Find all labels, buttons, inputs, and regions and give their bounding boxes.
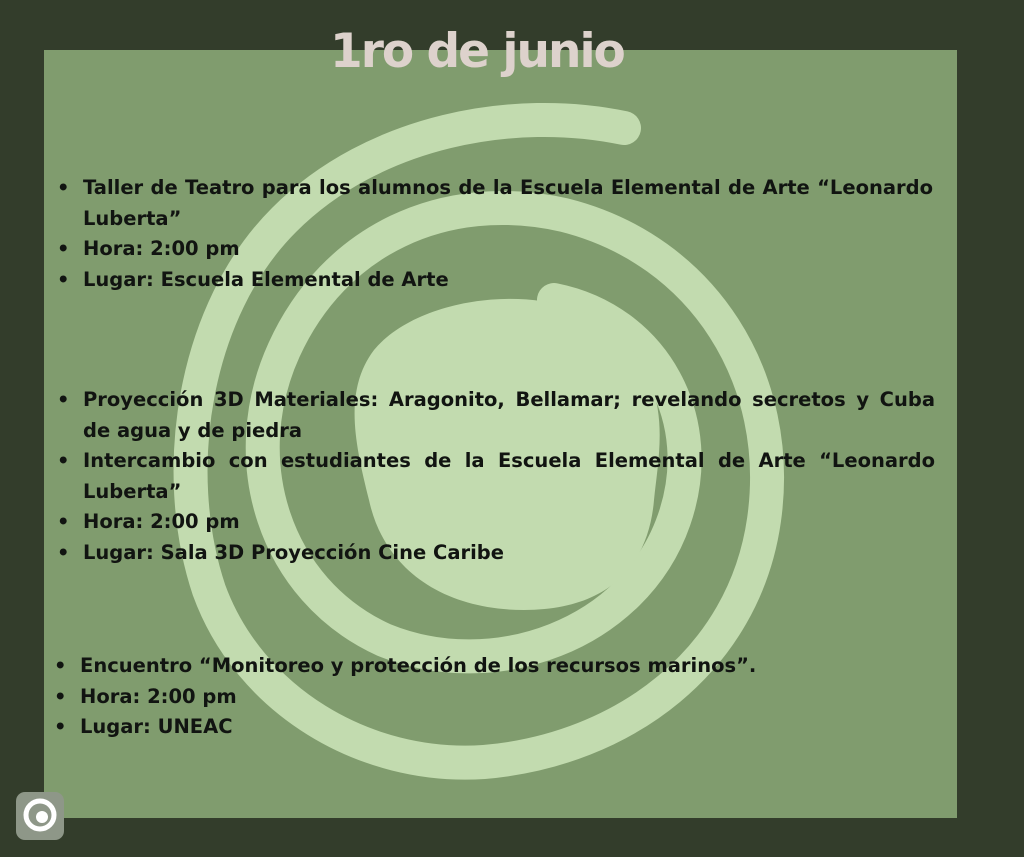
list-item: • Lugar: Sala 3D Proyección Cine Caribe	[57, 538, 935, 569]
event-list-3	[54, 651, 814, 743]
list-item: • Taller de Teatro para los alumnos de la Escuela Elemental de Arte “Leonardo Luberta”	[57, 173, 933, 234]
list-item: • Hora: 2:00 pm	[54, 682, 814, 713]
list-item: • Hora: 2:00 pm	[57, 507, 935, 538]
page-title: 1ro de junio	[330, 24, 624, 79]
list-item: • Lugar: Escuela Elemental de Arte	[57, 265, 933, 296]
list-item: • Lugar: UNEAC	[54, 712, 814, 743]
list-item: • Intercambio con estudiantes de la Escuela Elemental de Arte “Leonardo Luberta”	[57, 446, 935, 507]
event-list-2	[57, 385, 935, 568]
event-list-1	[57, 173, 933, 295]
list-item: • Hora: 2:00 pm	[57, 234, 933, 265]
list-item: • Encuentro “Monitoreo y protección de los recursos marinos”.	[54, 651, 814, 682]
app-logo-icon[interactable]	[16, 792, 64, 840]
list-item: • Proyección 3D Materiales: Aragonito, Bellamar; revelando secretos y Cuba de agua y de piedra	[57, 385, 935, 446]
